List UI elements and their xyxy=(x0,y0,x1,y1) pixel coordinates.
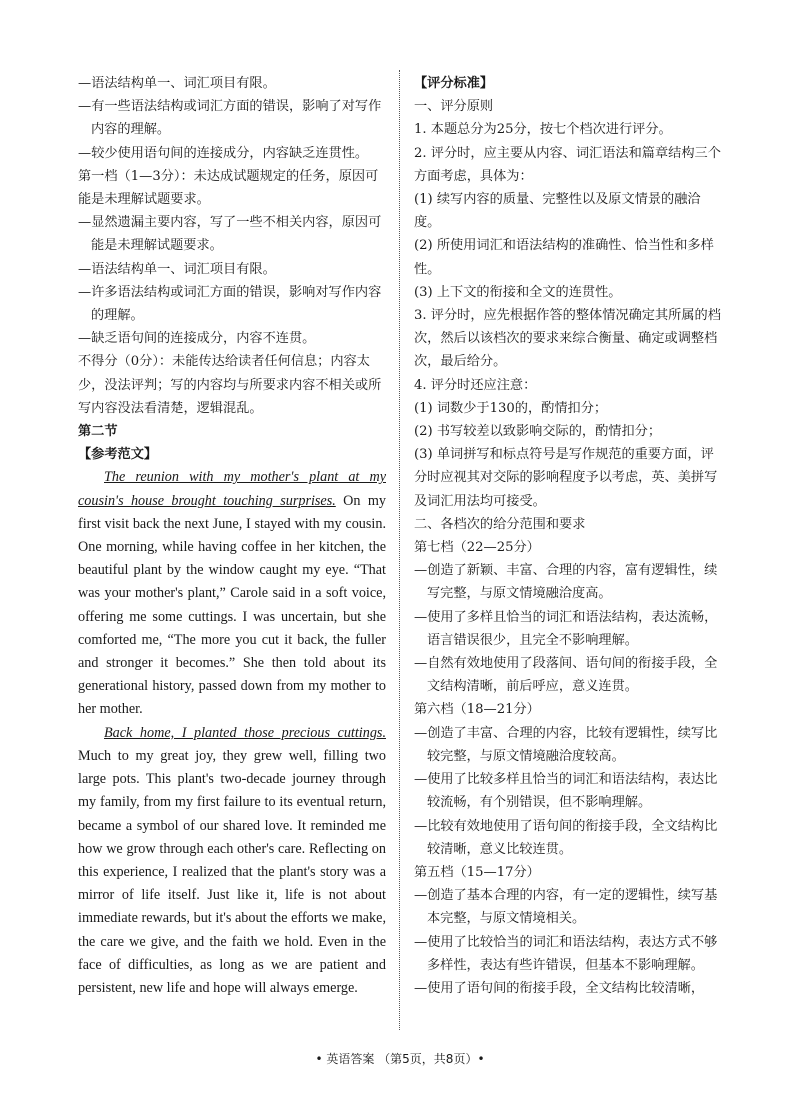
left-line: —较少使用语句间的连接成分，内容缺乏连贯性。 xyxy=(78,145,369,161)
reference-essay-title: 【参考范文】 xyxy=(78,447,158,463)
right-line: —使用了多样且恰当的词汇和语法结构，表达流畅，语言错误很少，且完全不影响理解。 xyxy=(414,609,718,648)
right-line: (2) 所使用词汇和语法结构的准确性、恰当性和多样性。 xyxy=(414,238,714,277)
right-line: 一、评分原则 xyxy=(414,99,494,115)
left-line: —缺乏语句间的连接成分，内容不连贯。 xyxy=(78,331,316,347)
right-line: —创造了丰富、合理的内容，比较有逻辑性，续写比较完整，与原文情境融洽度较高。 xyxy=(414,725,718,764)
left-line: —有一些语法结构或词汇方面的错误，影响了对写作内容的理解。 xyxy=(78,99,382,138)
right-line: 第五档（15—17分） xyxy=(414,864,540,880)
right-line: 3. 评分时，应先根据作答的整体情况确定其所属的档次，然后以该档次的要求来综合衡量、确定或调整档次，最后给分。 xyxy=(414,308,721,370)
left-line: —语法结构单一、词汇项目有限。 xyxy=(78,261,276,277)
left-column xyxy=(78,72,386,1000)
right-line: —使用了语句间的衔接手段，全文结构比较清晰， xyxy=(414,980,705,996)
right-line: —自然有效地使用了段落间、语句间的衔接手段，全文结构清晰，前后呼应，意义连贯。 xyxy=(414,656,718,695)
left-line: 第一档（1—3分）：未达成试题规定的任务，原因可能是未理解试题要求。 xyxy=(78,168,379,208)
right-line: 第七档（22—25分） xyxy=(414,540,540,556)
column-divider xyxy=(399,70,400,1030)
right-line: —创造了新颖、丰富、合理的内容，富有逻辑性，续写完整，与原文情境融洽度高。 xyxy=(414,563,718,602)
right-line: 4. 评分时还应注意： xyxy=(414,377,537,393)
left-line: —许多语法结构或词汇方面的错误，影响对写作内容的理解。 xyxy=(78,284,382,324)
left-criteria-list xyxy=(78,72,386,420)
right-line: (2) 书写较差以致影响交际的，酌情扣分； xyxy=(414,424,662,440)
right-line: —使用了比较恰当的词汇和语法结构，表达方式不够多样性，表达有些许错误，但基本不影响理解。 xyxy=(414,934,718,973)
left-line: 不得分（0分）：未能传达给读者任何信息；内容太少，没法评判；写的内容均与所要求内容不相关或所写内容没法看清楚，逻辑混乱。 xyxy=(78,354,382,416)
right-line: —使用了比较多样且恰当的词汇和语法结构，表达比较流畅，有个别错误，但不影响理解。 xyxy=(414,772,718,811)
essay-paragraph-1 xyxy=(78,466,386,721)
right-column xyxy=(414,72,726,1000)
paragraph-2-opening: Back home, I planted those precious cuttings. xyxy=(104,724,386,741)
right-line: —比较有效地使用了语句间的衔接手段，全文结构比较清晰，意义比较连贯。 xyxy=(414,818,718,857)
paragraph-2-body: Much to my great joy, they grew well, filling two large pots. This plant's two-decade journey through my family, from my first failure to its eventual return, became a symbol of our shared love. It reminded me how we grow through each other's care. Reflecting on this experience, I realized that the plant's story was a mirror of life itself. Just like it, life is not about immediate rewards, but it's about the efforts we make, the care we give, and the faith we hold. Even in the face of difficulties, as long as we are patient and persistent, new life and hope will always emerge. xyxy=(78,747,386,996)
right-line: (1) 词数少于130的，酌情扣分； xyxy=(414,400,608,416)
right-line: 第六档（18—21分） xyxy=(414,702,540,718)
right-line: 1. 本题总分为25分，按七个档次进行评分。 xyxy=(414,122,672,138)
right-line: 二、各档次的给分范围和要求 xyxy=(414,516,586,532)
paragraph-1-opening: The reunion with my mother's plant at my cousin's house brought touching surprises. xyxy=(78,469,386,509)
right-line: 2. 评分时，应主要从内容、词汇语法和篇章结构三个方面考虑，具体为： xyxy=(414,145,721,184)
right-line: (3) 上下文的衔接和全文的连贯性。 xyxy=(414,284,622,300)
page-footer: • 英语答案 （第5页，共8页）• xyxy=(315,1052,485,1066)
left-line: —显然遗漏主要内容，写了一些不相关内容，原因可能是未理解试题要求。 xyxy=(78,215,382,254)
paragraph-1-body: On my first visit back the next June, I stayed with my cousin. One morning, while having coffee in her kitchen, the beautiful plant by the window caught my eye. “That was your mother's plant,” Carole said in a soft voice, offering me some cuttings. I was uncertain, but she comforted me, “The more you cut it back, the fuller and stronger it becomes.” She then told about its generational history, passed down from my mother to her mother. xyxy=(78,492,386,718)
essay-paragraph-2 xyxy=(78,722,386,1000)
right-line: —创造了基本合理的内容，有一定的逻辑性，续写基本完整，与原文情境相关。 xyxy=(414,888,718,927)
scoring-standard-list xyxy=(414,72,726,1000)
right-line: 【评分标准】 xyxy=(414,76,494,91)
right-line: (1) 续写内容的质量、完整性以及原文情景的融洽度。 xyxy=(414,192,701,231)
section-title: 第二节 xyxy=(78,424,118,440)
right-line: (3) 单词拼写和标点符号是写作规范的重要方面，评分时应视其对交际的影响程度予以考虑，英、美拼写及词汇用法均可接受。 xyxy=(414,447,718,509)
left-line: —语法结构单一、词汇项目有限。 xyxy=(78,76,276,91)
